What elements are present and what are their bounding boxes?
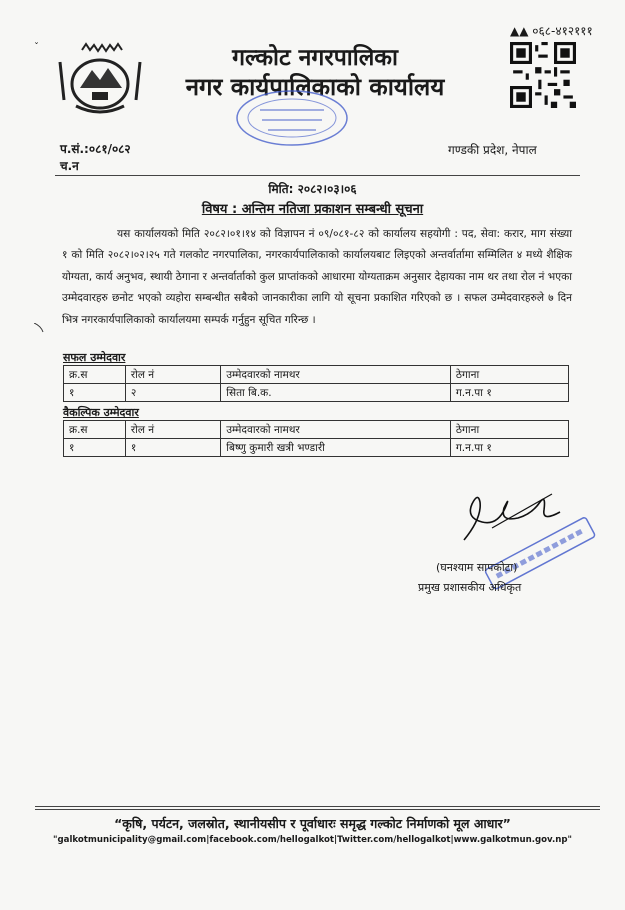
column-header: ठेगाना — [450, 366, 568, 384]
alternate-table — [63, 420, 569, 457]
table-cell: १ — [125, 439, 220, 457]
alternate-heading: वैकल्पिक उम्मेदवार — [63, 406, 139, 419]
table-header-row — [64, 421, 569, 439]
signatory-name: (घनश्याम सापकोटा) — [436, 561, 518, 574]
signatory-title: प्रमुख प्रशासकीय अधिकृत — [418, 581, 522, 594]
table-cell: १ — [64, 384, 126, 402]
table-cell: ग.न.पा १ — [450, 439, 568, 457]
column-header: उम्मेदवारको नामथर — [221, 421, 451, 439]
office-seal-stamp — [232, 88, 352, 148]
successful-heading: सफल उम्मेदवार — [63, 351, 126, 364]
column-header: क्र.स — [64, 421, 126, 439]
municipality-title: गल्कोट नगरपालिका — [232, 45, 398, 71]
successful-table — [63, 365, 569, 402]
margin-mark: ˇ — [34, 42, 39, 53]
table-cell: बिष्णु कुमारी खत्री भण्डारी — [221, 439, 451, 457]
column-header: उम्मेदवारको नामथर — [221, 366, 451, 384]
column-header: ठेगाना — [450, 421, 568, 439]
column-header: रोल नं — [125, 421, 220, 439]
reference-number: प.सं.:०८१/०८२ — [60, 142, 131, 156]
province-label: गण्डकी प्रदेश, नेपाल — [448, 143, 537, 157]
table-cell: ग.न.पा १ — [450, 384, 568, 402]
notice-body: यस कार्यालयको मिति २०८२।०१।१४ को विज्ञापन नं ०९/०८१-८२ को कार्यालय सहयोगी : पद, सेवा: करार, माग संख्या १ को मिति २०८२।०२।२५ गते गलकोट नगरपालिका, नगरकार्यपालिकाको कार्यालयबाट लिइएको अन्तर्वार्तामा सम्मिलित ४ मध्ये शैक्षिक योग्यता, कार्य अनुभव, स्थायी ठेगाना र अन्तर्वार्ताको कुल प्राप्तांकको आधारमा योग्यताक्रम अनुसार देहायका नाम थर तथा रोल नं भएका उम्मेदवारहरु छनोट भएको व्यहोरा सम्बन्धीत सबैको जानकारीका लागि यो सूचना प्रकाशित गरिएको छ । सफल उम्मेदवारहरुले ७ दिन भित्र नगरकार्यपालिकाको कार्यालयमा सम्पर्क गर्नुहुन सूचित गरिन्छ । — [62, 228, 572, 326]
column-header: क्र.स — [64, 366, 126, 384]
table-row — [64, 439, 569, 457]
dispatch-number: च.न — [60, 159, 79, 173]
notice-subject: विषय : अन्तिम नतिजा प्रकाशन सम्बन्धी सूचना — [201, 202, 424, 217]
table-cell: सिता बि.क. — [221, 384, 451, 402]
header-divider — [55, 175, 580, 176]
footer-divider — [35, 806, 600, 807]
qr-code-icon — [510, 42, 576, 108]
office-title: नगर कार्यपालिकाको कार्यालय — [185, 73, 445, 101]
table-row — [64, 384, 569, 402]
table-cell: २ — [125, 384, 220, 402]
table-cell: १ — [64, 439, 126, 457]
column-header: रोल नं — [125, 366, 220, 384]
nepal-emblem-icon — [52, 42, 148, 122]
footer-divider-secondary — [35, 809, 600, 810]
footer-slogan: “कृषि, पर्यटन, जलस्रोत, स्थानीयसीप र पूर्वाधारः समृद्ध गल्कोट निर्माणको मूल आधार” — [114, 816, 511, 831]
margin-tick-mark — [34, 318, 44, 328]
footer-contacts: "galkotmunicipality@gmail.com|facebook.com/hellogalkot|Twitter.com/hellogalkot|www.galkotmun.gov.np" — [53, 835, 572, 845]
table-header-row — [64, 366, 569, 384]
phone-number: ▲▲ ०६८-४१२१११ — [510, 24, 593, 38]
notice-date: मिति: २०८२।०३।०६ — [268, 182, 357, 196]
phone-icon: ▲▲ — [510, 24, 529, 38]
